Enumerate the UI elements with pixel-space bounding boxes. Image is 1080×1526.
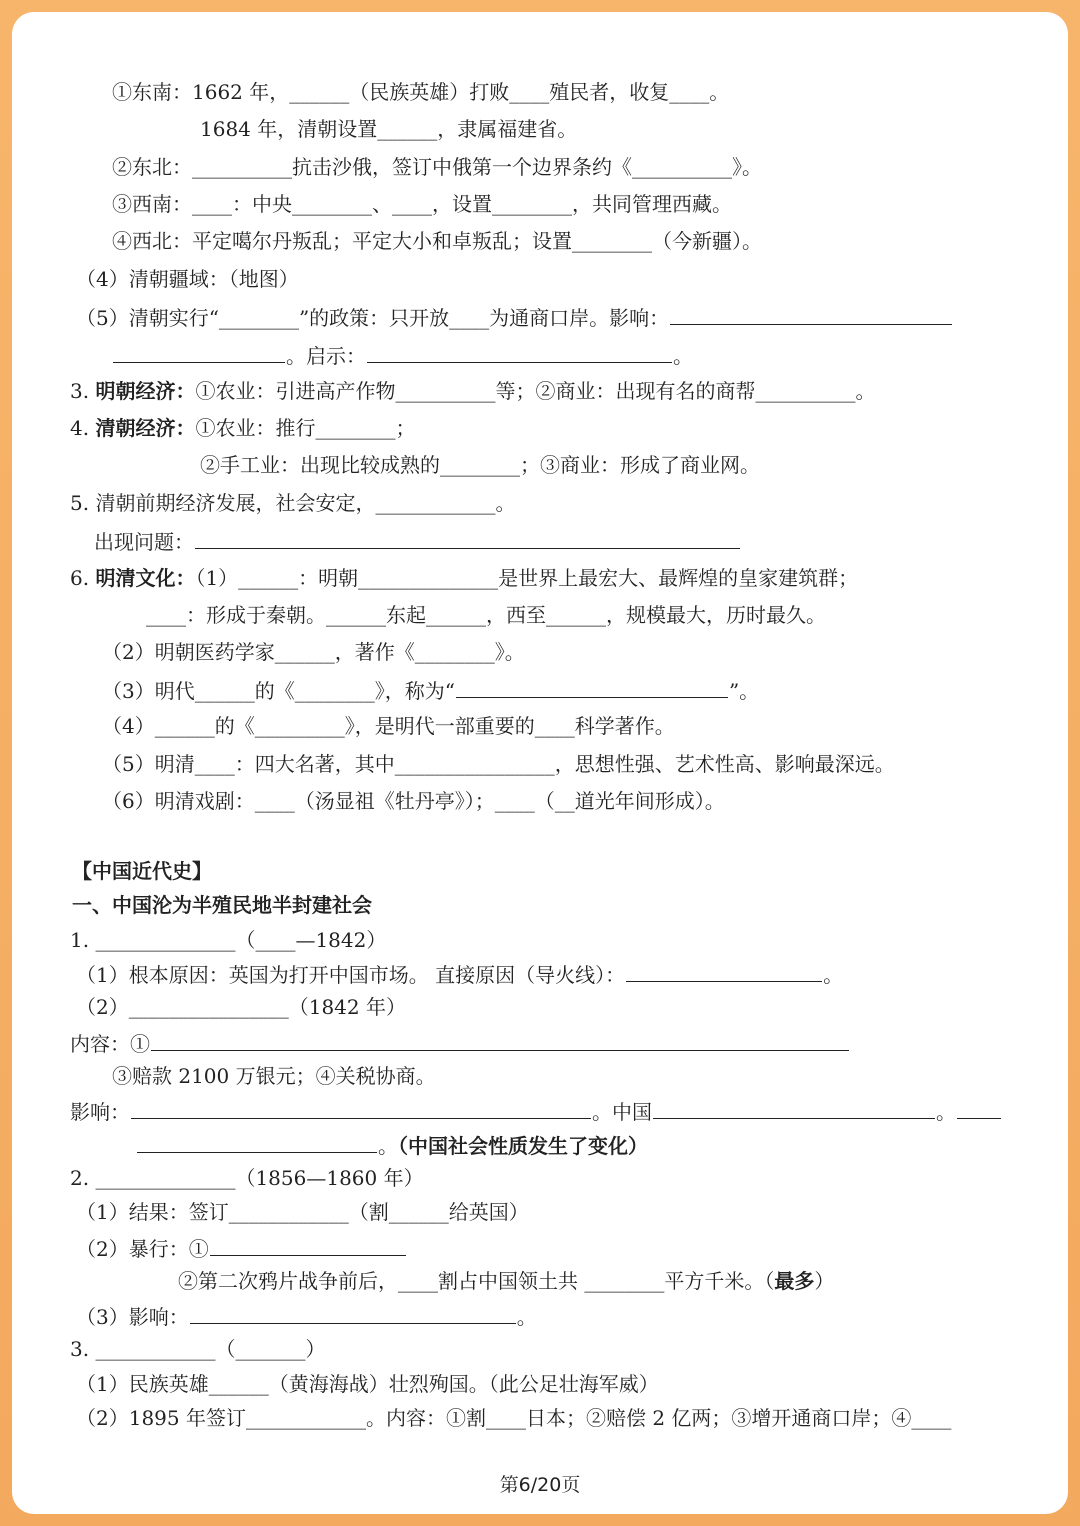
answer-blank[interactable]	[957, 1098, 1001, 1119]
text-line	[112, 80, 729, 104]
answer-blank[interactable]	[131, 1098, 591, 1119]
section-label: 清朝经济：	[95, 416, 196, 440]
text-line	[94, 528, 741, 554]
line-text: ④西北：平定噶尔丹叛乱；平定大小和卓叛乱；设置________（今新疆）。	[112, 229, 762, 253]
line-text: 。	[378, 1134, 398, 1158]
line-text: （2）明朝医药学家______，著作《________》。	[102, 640, 525, 664]
line-text: （6）明清戏剧：____（汤显祖《牡丹亭》）；____（__道光年间形成）。	[102, 789, 725, 813]
text-line	[136, 1132, 648, 1158]
line-text: ②手工业：出现比较成熟的________；③商业：形成了商业网。	[200, 453, 760, 477]
line-text: ②东北：__________抗击沙俄，签订中俄第一个边界条约《__________》。	[112, 155, 762, 179]
answer-blank[interactable]	[456, 677, 728, 698]
line-text: ③赔款 2100 万银元；④关税协商。	[112, 1064, 436, 1088]
text-line: （3）明代______的《________》，称为“ ”。	[102, 679, 760, 703]
line-text: 出现问题：	[94, 530, 194, 554]
text-line	[112, 1064, 436, 1088]
line-text: （3）明代______的《________》，称为“	[102, 679, 455, 703]
line-text: （5）明清____：四大名著，其中________________，思想性强、艺术性高、影响最深远。	[102, 752, 895, 776]
answer-blank[interactable]	[670, 304, 952, 325]
answer-blank[interactable]	[113, 342, 285, 363]
text-line	[70, 379, 875, 403]
line-text: ②第二次鸦片战争前后，____割占中国领土共 ________平方千米。（	[178, 1269, 775, 1293]
text-line	[70, 491, 515, 515]
text-line	[146, 603, 826, 627]
answer-blank[interactable]	[137, 1132, 377, 1153]
line-text: ①东南：1662 年，______（民族英雄）打败____殖民者，收复____。	[112, 80, 730, 104]
chapter-heading	[72, 893, 372, 917]
text-line: （3）影响： 。	[76, 1305, 537, 1329]
line-text: （1）______：明朝______________是世界上最宏大、最辉煌的皇家建筑群；	[195, 566, 859, 590]
line-text: 内容：①	[70, 1032, 150, 1056]
text-line	[102, 752, 895, 776]
line-text: 5. 清朝前期经济发展，社会安定，____________。	[70, 491, 516, 515]
section-heading	[72, 859, 212, 883]
line-text: 3. ____________（_______）	[70, 1337, 326, 1361]
item-number: 3.	[70, 379, 90, 403]
line-text: （5）清朝实行“________”的政策：只开放____为通商口岸。影响：	[76, 306, 670, 330]
text-line	[76, 304, 953, 330]
line-text: （1）民族英雄______（黄海海战）壮烈殉国。（此公足壮海军威）	[76, 1372, 659, 1396]
text-line	[112, 192, 732, 216]
text-line	[76, 1235, 407, 1261]
answer-blank[interactable]	[195, 528, 740, 549]
text-line: （1）根本原因：英国为打开中国市场。 直接原因（导火线）： 。	[76, 963, 844, 987]
line-text: ③西南：____：中央________、____，设置________，共同管理西藏。	[112, 192, 732, 216]
line-text: ①农业：引进高产作物__________等；②商业：出现有名的商帮__________。	[195, 379, 876, 403]
emphasis-text: （中国社会性质发生了变化）	[398, 1134, 648, 1158]
page-number: 第6/20页	[499, 1474, 581, 1496]
section-label: 明清文化：	[95, 566, 196, 590]
text-line	[112, 155, 762, 179]
line-text: （4）清朝疆域：（地图）	[76, 267, 299, 291]
line-text: 1684 年，清朝设置______，隶属福建省。	[200, 117, 578, 141]
text-line	[102, 789, 725, 813]
answer-blank[interactable]	[653, 1098, 935, 1119]
item-number: 4.	[70, 416, 90, 440]
line-text: 。启示：	[286, 344, 366, 368]
text-line	[76, 1372, 659, 1396]
text-line	[200, 453, 760, 477]
emphasis-text: 最多	[774, 1269, 815, 1293]
text-line	[70, 416, 415, 440]
text-line	[200, 117, 577, 141]
line-text: ①农业：推行________；	[195, 416, 416, 440]
text-line	[76, 1406, 951, 1430]
line-text: ）	[814, 1269, 835, 1293]
text-line	[70, 1166, 424, 1190]
line-text: 2. ______________（1856—1860 年）	[70, 1166, 424, 1190]
line-text: （1）根本原因：英国为打开中国市场。 直接原因（导火线）：	[76, 963, 626, 987]
answer-blank[interactable]	[210, 1235, 406, 1256]
text-line	[70, 566, 858, 590]
text-line	[76, 1200, 529, 1224]
text-line	[70, 928, 386, 952]
section-label: 明朝经济：	[95, 379, 196, 403]
line-text: 影响：	[70, 1100, 130, 1124]
text-line	[70, 1030, 850, 1056]
text-line	[76, 267, 299, 291]
line-text: 一、中国沦为半殖民地半封建社会	[72, 893, 372, 917]
text-line	[70, 1337, 325, 1361]
line-text: （2）1895 年签订____________。内容：①割____日本；②赔偿 2 亿两；③增开通商口岸；④____	[76, 1406, 952, 1430]
line-text: 1. ______________（____—1842）	[70, 928, 387, 952]
text-line	[112, 229, 762, 253]
line-text: （2）暴行：①	[76, 1237, 209, 1261]
text-line	[178, 1269, 834, 1293]
answer-blank[interactable]	[190, 1303, 516, 1324]
answer-blank[interactable]	[626, 961, 822, 982]
text-line: 。启示： 。	[112, 342, 693, 368]
answer-blank[interactable]	[367, 342, 672, 363]
text-line: 影响： 。中国 。	[70, 1098, 1002, 1124]
line-text: （3）影响：	[76, 1305, 189, 1329]
line-text: （2）________________（1842 年）	[76, 995, 406, 1019]
text-line	[76, 995, 406, 1019]
answer-blank[interactable]	[151, 1030, 849, 1051]
line-text: 。中国	[592, 1100, 652, 1124]
item-number: 6.	[70, 566, 90, 590]
text-line	[102, 714, 675, 738]
line-text: 【中国近代史】	[72, 859, 212, 883]
line-text: （1）结果：签订____________（割______给英国）	[76, 1200, 529, 1224]
line-text: （4）______的《_________》，是明代一部重要的____科学著作。	[102, 714, 675, 738]
text-line	[102, 640, 525, 664]
line-text: ____：形成于秦朝。______东起______，西至______，规模最大，历时最久。	[146, 603, 826, 627]
